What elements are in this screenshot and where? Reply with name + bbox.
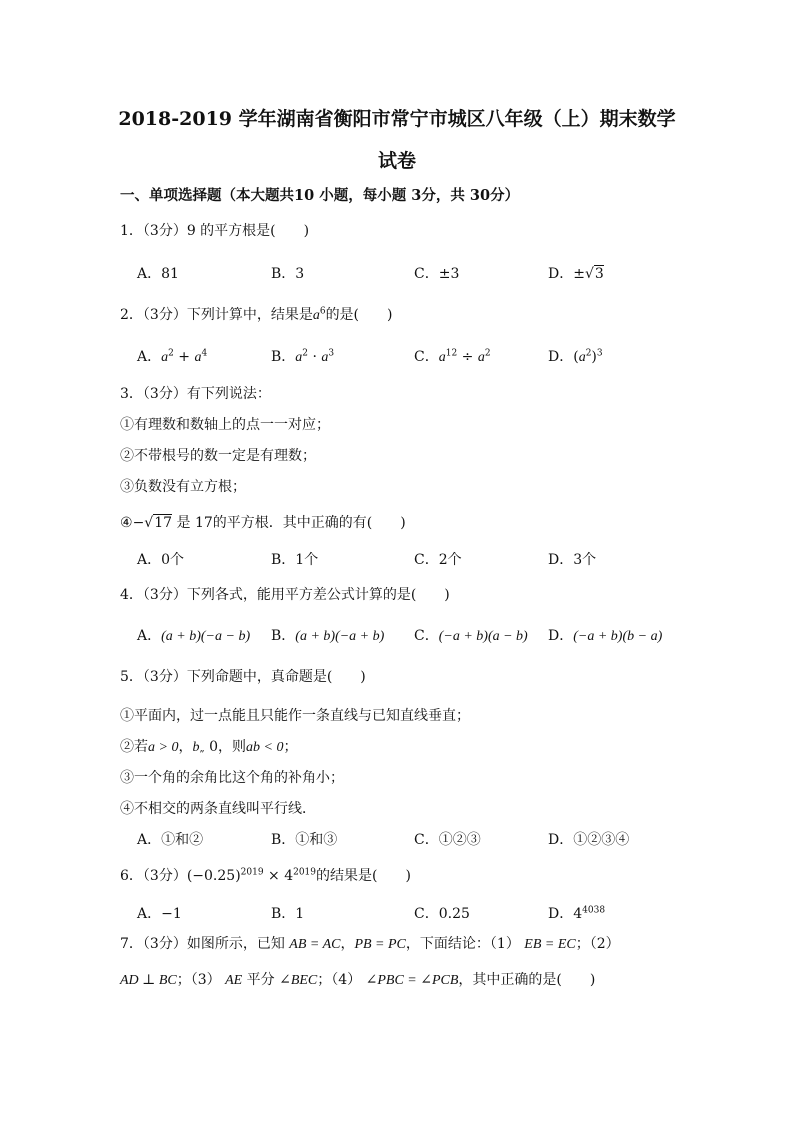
q6-option-a: A．−1 xyxy=(137,906,182,922)
section-heading: 一、单项选择题（本大题共10 小题，每小题 3分，共 30分） xyxy=(120,187,520,204)
q3-option-b: B．1个 xyxy=(271,552,319,568)
q3-option-d: D．3个 xyxy=(548,552,597,568)
q3-option-a: A．0个 xyxy=(137,552,185,568)
question-4-stem: 4．（3分）下列各式，能用平方差公式计算的是( ) xyxy=(120,587,450,603)
question-7-stem-line1: 7．（3分）如图所示，已知 AB = AC，PB = PC，下面结论：（1） EB = EC；（2） xyxy=(120,936,620,952)
q1-option-c: C．±3 xyxy=(414,266,460,282)
q4-option-c: C．(−a + b)(a − b) xyxy=(414,628,528,644)
q5-option-c: C．①②③ xyxy=(414,832,481,848)
q3-statement-4: ④−√17 是 17的平方根．其中正确的有( ) xyxy=(120,515,406,531)
q6-option-c: C．0.25 xyxy=(414,906,470,922)
q3-option-c: C．2个 xyxy=(414,552,462,568)
q2-option-d: D．$(a^2)^3$ xyxy=(548,348,603,365)
q5-option-b: B．①和③ xyxy=(271,832,338,848)
q3-statement-3: ③负数没有立方根； xyxy=(120,479,246,495)
q5-statement-3: ③一个角的余角比这个角的补角小； xyxy=(120,770,344,786)
q3-statement-1: ①有理数和数轴上的点一一对应； xyxy=(120,417,330,433)
exam-title-line2: 试卷 xyxy=(377,150,416,172)
q4-option-d: D．(−a + b)(b − a) xyxy=(548,628,663,644)
q5-statement-1: ①平面内，过一点能且只能作一条直线与已知直线垂直； xyxy=(120,708,470,724)
q6-option-d: D．$4^{4038}$ xyxy=(548,905,606,922)
q6-option-b: B．1 xyxy=(271,906,305,922)
question-2-stem: 2．（3分）下列计算中，结果是$a^6$的是( ) xyxy=(120,306,393,323)
question-5-stem: 5．（3分）下列命题中，真命题是( ) xyxy=(120,669,366,685)
exam-title-line1: 2018-2019 学年湖南省衡阳市常宁市城区八年级（上）期末数学 xyxy=(118,108,676,130)
question-1-stem: 1．（3分）9 的平方根是( ) xyxy=(120,223,310,239)
q4-option-b: B．(a + b)(−a + b) xyxy=(271,628,385,644)
q1-option-d: D．±√3 xyxy=(548,266,604,282)
q1-option-a: A．81 xyxy=(137,266,179,282)
q2-option-b: B．$a^2 \cdot a^3$ xyxy=(271,348,335,365)
q5-option-a: A．①和② xyxy=(137,832,204,848)
q1-option-b: B．3 xyxy=(271,266,305,282)
q5-statement-4: ④不相交的两条直线叫平行线． xyxy=(120,801,316,817)
q5-option-d: D．①②③④ xyxy=(548,832,630,848)
question-7-stem-line2: AD ⊥ BC；（3） AE 平分 ∠BEC；（4） ∠PBC = ∠PCB，其中正确的是( ) xyxy=(120,972,596,988)
q2-option-a: A．$a^2 + a^4$ xyxy=(137,348,208,365)
q2-option-c: C．$a^{12} \div a^2$ xyxy=(414,348,491,365)
question-3-stem: 3．（3分）有下列说法： xyxy=(120,386,271,402)
q4-option-a: A．(a + b)(−a − b) xyxy=(137,628,251,644)
question-6-stem: 6．（3分）$(-0.25)^{2019} \times 4^{2019}$的结果是( ) xyxy=(120,867,411,884)
q3-statement-2: ②不带根号的数一定是有理数； xyxy=(120,448,316,464)
q5-statement-2: ②若a > 0，b„ 0，则ab < 0； xyxy=(120,739,298,755)
